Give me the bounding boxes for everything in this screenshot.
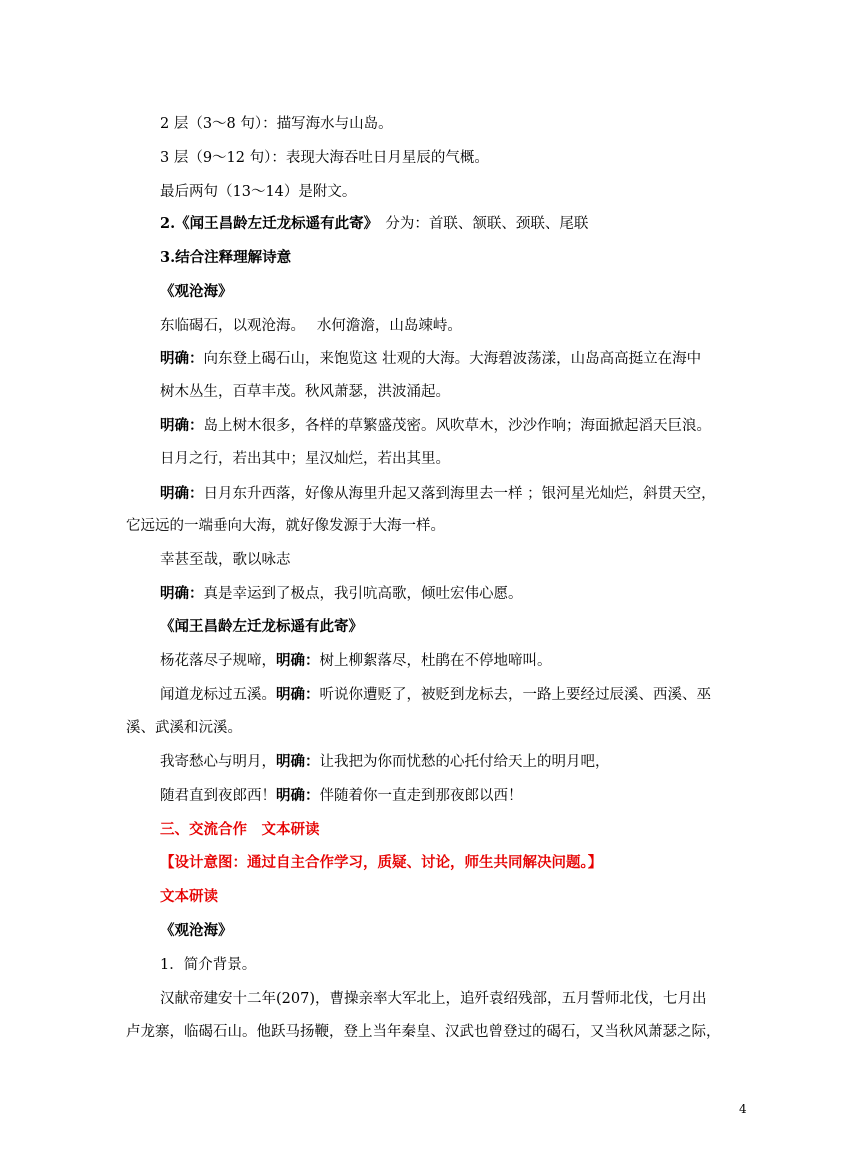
- explanation-text: 岛上树木很多，各样的草繁盛茂密。风吹草木，沙沙作响；海面掀起滔天巨浪。: [203, 418, 711, 434]
- explanation-line: [160, 484, 716, 504]
- poem-line: 日月之行，若出其中；星汉灿烂，若出其里。: [160, 451, 450, 467]
- page-number: 4: [739, 1102, 747, 1116]
- poem-line: 随君直到夜郎西！: [160, 788, 276, 804]
- text-line: 最后两句（13～14）是附文。: [160, 184, 357, 200]
- answer-label: 明确：: [160, 417, 204, 434]
- poem-title: 《观沧海》: [160, 283, 233, 300]
- answer-label: 明确：: [276, 787, 320, 804]
- text-line: 2 层（3～8 句）：描写海水与山岛。: [160, 116, 393, 132]
- poem-line: 我寄愁心与明月，: [160, 754, 276, 770]
- poem-title: 《观沧海》: [160, 922, 233, 939]
- explanation-text: 树上柳絮落尽，杜鹃在不停地啼叫。: [319, 653, 552, 669]
- explanation-text: 向东登上碣石山，来饱览这 壮观的大海。大海碧波荡漾，山岛高高挺立在海中: [203, 351, 702, 367]
- section-heading: 文本研读: [160, 888, 218, 905]
- explanation-line: [160, 584, 523, 604]
- section-heading: 3.结合注释理解诗意: [160, 249, 292, 266]
- answer-label: 明确：: [160, 485, 204, 502]
- text-line: 1．简介背景。: [160, 957, 257, 973]
- poem-line: 东临碣石，以观沧海。 水何澹澹，山岛竦峙。: [160, 318, 462, 334]
- poem-title: 《闻王昌龄左迁龙标遥有此寄》: [160, 618, 363, 635]
- explanation-line: [160, 786, 523, 806]
- section-heading: [160, 214, 588, 234]
- text-line: 卢龙寨，临碣石山。他跃马扬鞭，登上当年秦皇、汉武也曾登过的碣石，又当秋风萧瑟之际，: [126, 1024, 721, 1040]
- answer-label: 明确：: [160, 585, 204, 602]
- text-line: 它远远的一端垂向大海，就好像发源于大海一样。: [126, 518, 445, 534]
- explanation-line: [160, 651, 552, 671]
- answer-label: 明确：: [276, 652, 320, 669]
- explanation-line: [160, 752, 610, 772]
- text-line: 3 层（9～12 句）：表现大海吞吐日月星辰的气概。: [160, 150, 489, 166]
- text-line: 溪、武溪和沅溪。: [126, 720, 242, 736]
- poem-title: 2.《闻王昌龄左迁龙标遥有此寄》: [160, 215, 371, 232]
- answer-label: 明确：: [276, 753, 320, 770]
- poem-line: 杨花落尽子规啼，: [160, 653, 276, 669]
- poem-line: 幸甚至哉，歌以咏志: [160, 552, 291, 568]
- answer-label: 明确：: [160, 350, 204, 367]
- answer-label: 明确：: [276, 686, 320, 703]
- section-heading: 三、交流合作 文本研读: [160, 821, 320, 838]
- explanation-text: 真是幸运到了极点，我引吭高歌，倾吐宏伟心愿。: [203, 586, 523, 602]
- explanation-text: 伴随着你一直走到那夜郎以西！: [319, 788, 523, 804]
- structure-note: 分为：首联、颔联、颈联、尾联: [370, 216, 589, 232]
- explanation-line: [160, 349, 701, 369]
- text-line: 汉献帝建安十二年(207)，曹操亲率大军北上，追歼袁绍残部，五月誓师北伐，七月出: [160, 991, 707, 1007]
- design-intent-note: 【设计意图：通过自主合作学习，质疑、讨论，师生共同解决问题。】: [160, 854, 603, 871]
- explanation-text: 听说你遭贬了，被贬到龙标去，一路上要经过辰溪、西溪、巫: [319, 687, 711, 703]
- text-line: 树木丛生，百草丰茂。秋风萧瑟，洪波涌起。: [160, 384, 450, 400]
- explanation-line: [160, 685, 711, 705]
- explanation-text: 日月东升西落，好像从海里升起又落到海里去一样 ；银河星光灿烂，斜贯天空，: [203, 486, 716, 502]
- explanation-text: 让我把为你而忧愁的心托付给天上的明月吧，: [319, 754, 610, 770]
- explanation-line: [160, 416, 711, 436]
- poem-line: 闻道龙标过五溪。: [160, 687, 276, 703]
